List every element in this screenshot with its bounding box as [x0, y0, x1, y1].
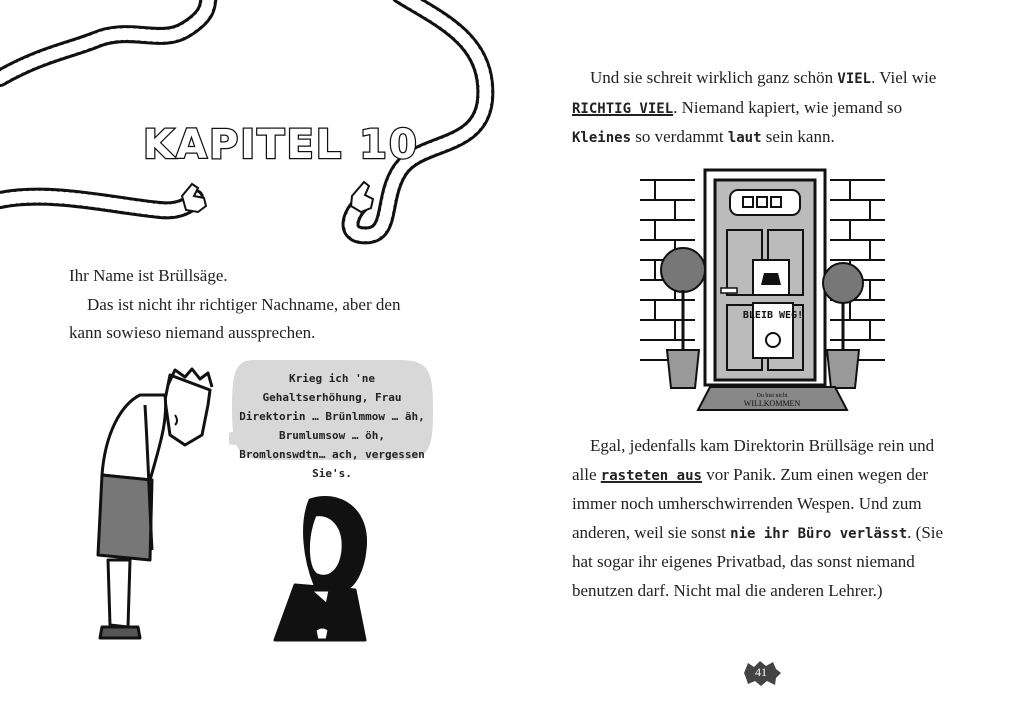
text: Und sie schreit wirklich ganz schön	[590, 68, 838, 87]
emphasis-text: laut	[727, 130, 762, 146]
text: Egal, jedenfalls kam Direktorin Brüllsäge rein und alle	[572, 436, 935, 484]
door-mat-text: WILLKOMMEN	[743, 399, 801, 408]
door-handle	[721, 288, 737, 293]
speech-bubble-text: Krieg ich 'ne Gehaltserhöhung, Frau Direktorin … Brünlmmow … äh, Brumlumsow … öh, Bromlonswdtn… ach, vergessen Sie's.	[239, 372, 425, 480]
emphasis-text: VIEL	[837, 71, 872, 87]
emphasis-text: nie ihr Büro verlässt	[730, 525, 908, 542]
skull-icon	[766, 333, 780, 347]
intro-text	[69, 262, 429, 348]
emphasis-text: Kleines	[572, 130, 632, 146]
principal-illustration	[255, 490, 385, 650]
text: so verdammt	[631, 127, 728, 146]
text: . Viel wie	[871, 68, 937, 87]
door-illustration	[635, 165, 890, 420]
paragraph: Das ist nicht ihr richtiger Nachname, aber den kann sowieso niemand aussprechen.	[69, 294, 401, 342]
tall-man-illustration	[90, 365, 230, 645]
page-number-badge	[740, 659, 782, 687]
emphasis-text: rasteten aus	[600, 467, 702, 484]
page-number: 41	[755, 665, 767, 679]
emphasis-text: RICHTIG VIEL	[572, 100, 674, 117]
text: vor Panik. Zum einen wegen der immer noch umherschwirrenden Wespen. Und zum anderen, weil sie sonst	[572, 464, 929, 542]
text: . Niemand kapiert, wie jemand so	[673, 97, 903, 117]
paragraph: Ihr Name ist Brüllsäge.	[69, 266, 228, 285]
chapter-title: KAPITEL 10	[143, 122, 419, 168]
right-page	[510, 0, 1020, 724]
paragraph-2	[572, 432, 952, 605]
hand-icon	[182, 182, 373, 212]
text: . (Sie hat sogar ihr eigenes Privatbad, das sonst niemand benutzen darf. Nicht mal die anderen Lehrer.)	[572, 522, 944, 600]
text: sein kann.	[761, 127, 835, 146]
door-sign-text: BLEIB WEG!	[742, 310, 804, 321]
door-mat-small-text: Du bist nicht	[756, 393, 788, 399]
paragraph-1	[572, 64, 952, 153]
